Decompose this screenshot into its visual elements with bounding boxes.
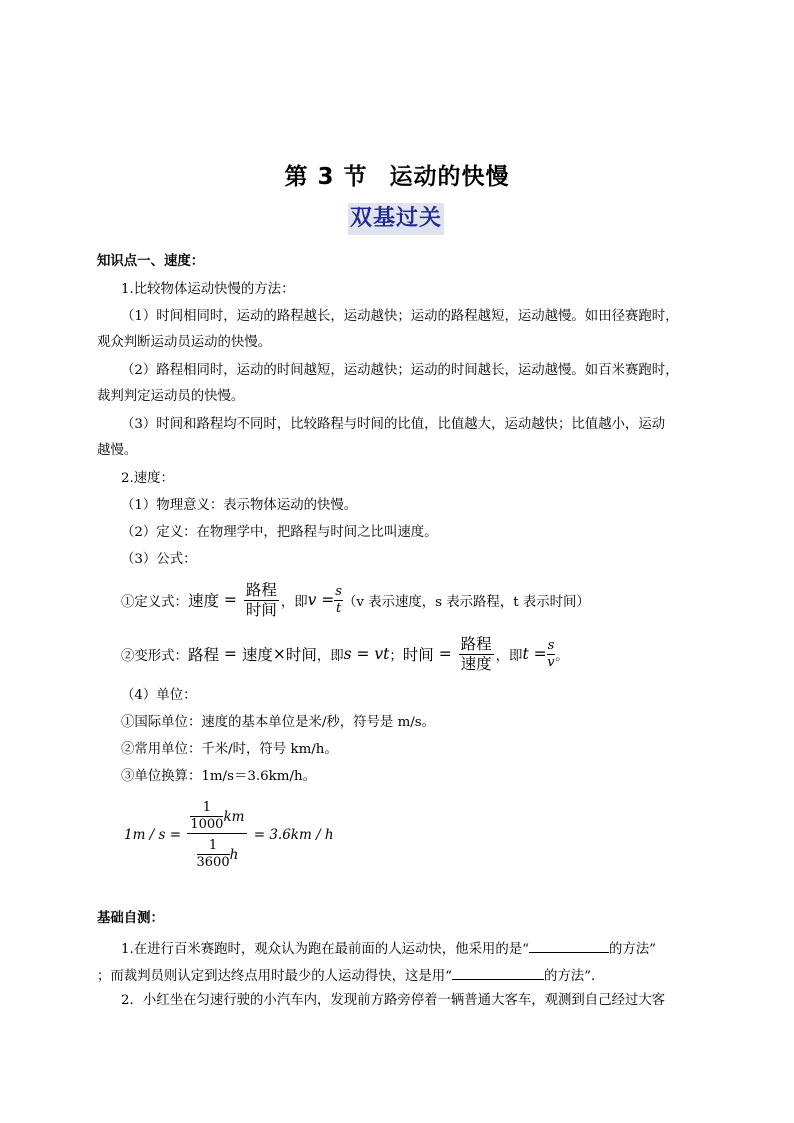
fraction: $\frac{s}{t}$ (335, 583, 342, 616)
question-2: 2．小红坐在匀速行驶的小汽车内，发现前方路旁停着一辆普通大客车，观测到自己经过大客 (121, 993, 666, 1008)
paragraph: 观众判断运动员运动的快慢。 (97, 335, 272, 350)
page-title (0, 158, 794, 191)
paragraph: 越慢。 (97, 443, 138, 458)
fraction: $\frac{s}{v}$ (547, 637, 555, 670)
formula-note: （v 表示速度，s 表示路程，t 表示时间） (342, 594, 590, 610)
paragraph: （2）定义：在物理学中，把路程与时间之比叫速度。 (121, 525, 438, 540)
unit-line: ②常用单位：千米/时，符号 km/h。 (121, 742, 338, 757)
question-1-line-1: 1.在进行百米赛跑时，观众认为跑在最前面的人运动快，他采用的是“ 的方法” (121, 938, 656, 959)
paragraph: （3）时间和路程均不同时，比较路程与时间的比值，比值越大，运动越快；比值越小，运动 (121, 417, 666, 432)
unit-conversion-formula: 1m / s = 1 1000 km 1 3600 h = 3.6km / h (124, 800, 334, 870)
paragraph: 1.比较物体运动快慢的方法： (121, 282, 295, 297)
compound-fraction: 1 1000 km 1 3600 h (187, 798, 247, 871)
unit-line: ①国际单位：速度的基本单位是米/秒，符号是 m/s。 (121, 715, 436, 730)
unit-line: ③单位换算：1m/s＝3.6km/h。 (121, 769, 316, 784)
paragraph: 裁判判定运动员的快慢。 (97, 389, 245, 404)
answer-blank[interactable] (452, 965, 544, 980)
paragraph: （1）物理意义：表示物体运动的快慢。 (121, 498, 358, 513)
paragraph: （4）单位： (121, 688, 197, 703)
paragraph: （1）时间相同时，运动的路程越长，运动越快；运动的路程越短，运动越慢。如田径赛跑时， (121, 309, 679, 324)
formula-definition: ①定义式： 速度 = $\frac{\text{路程}}{\text{时间}}$ ，即 v = $\frac{s}{t}$ （v 表示速度，s 表示路程，t 表示时间） (121, 580, 590, 619)
answer-blank[interactable] (529, 938, 609, 953)
question-1-line-2: ；而裁判员则认定到达终点用时最少的人运动得快，这是用“ 的方法”． (97, 965, 604, 986)
formula-variants: ②变形式： 路程 = 速度 × 时间 ，即 s = vt ； 时间 = $\frac{\text{路程}}{\text{速度}}$ ，即 t = $\frac{s}{v}$ 。 (121, 634, 569, 673)
section-number: 第 3 节 (284, 164, 368, 190)
formula-term: 速度 (187, 592, 219, 610)
formula-label: ①定义式： (121, 594, 188, 610)
formula-label: ②变形式： (121, 648, 188, 664)
section-banner: 双基过关 (348, 203, 444, 235)
paragraph: （2）路程相同时，运动的时间越短，运动越快；运动的时间越长，运动越慢。如百米赛跑时， (121, 363, 679, 378)
knowledge-heading: 知识点一、速度： (97, 254, 205, 269)
fraction: $\frac{\text{路程}}{\text{速度}}$ (460, 634, 492, 673)
section-name: 运动的快慢 (389, 164, 510, 190)
self-test-heading: 基础自测： (97, 911, 164, 926)
paragraph: 2.速度： (121, 471, 174, 486)
fraction: $\frac{\text{路程}}{\text{时间}}$ (245, 580, 277, 619)
paragraph: （3）公式： (121, 552, 197, 567)
